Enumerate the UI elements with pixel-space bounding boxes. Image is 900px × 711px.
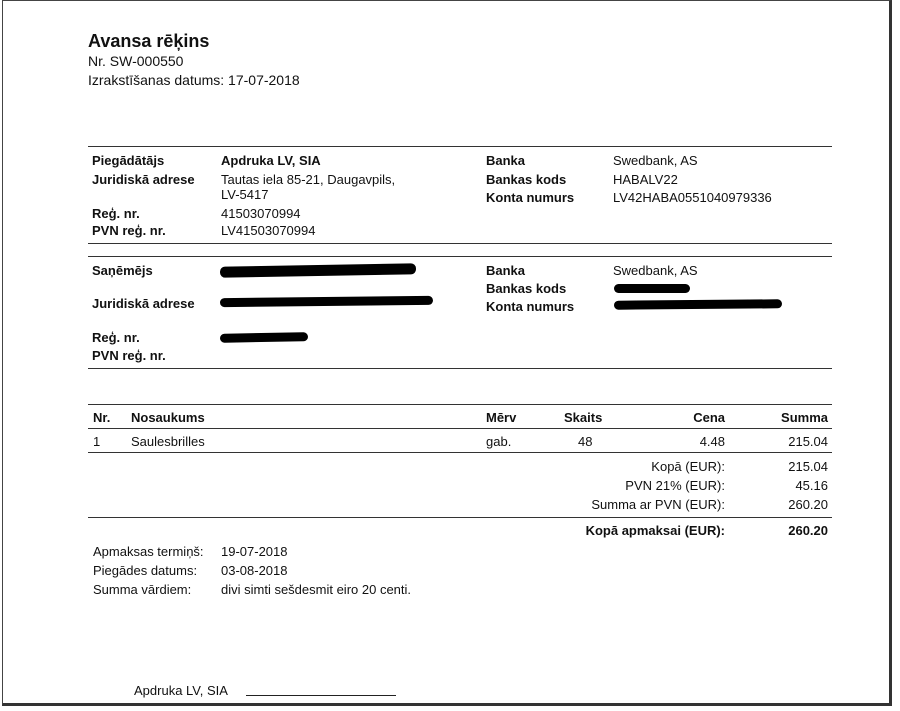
recipient-bank-value: Swedbank, AS [613,263,698,278]
col-header-price: Cena [693,410,725,425]
vat-label: PVN 21% (EUR): [625,478,725,493]
total-with-vat-value: 260.20 [788,497,828,512]
total-with-vat-label: Summa ar PVN (EUR): [591,497,725,512]
row-qty: 48 [578,434,593,449]
issue-date: Izrakstīšanas datums: 17-07-2018 [88,72,300,88]
supplier-address-line2: LV-5417 [221,187,269,202]
divider [88,517,832,518]
recipient-reg-label: Reģ. nr. [92,330,140,345]
recipient-bank-label: Banka [486,263,526,278]
redacted-recipient-reg [220,332,308,343]
row-price: 4.48 [699,434,725,449]
grand-total-label: Kopā apmaksai (EUR): [585,523,725,538]
col-header-sum: Summa [781,410,828,425]
supplier-address-label: Juridiskā adrese [92,172,195,187]
supplier-account-value: LV42HABA0551040979336 [613,190,772,205]
col-header-nr: Nr. [93,410,111,425]
row-unit: gab. [486,434,512,449]
divider [88,256,832,257]
divider [88,243,832,244]
supplier-vat-value: LV41503070994 [221,223,316,238]
supplier-name: Apdruka LV, SIA [221,153,321,168]
divider [88,368,832,369]
redacted-recipient-name [220,263,416,277]
divider [88,404,832,405]
redacted-recipient-address [220,296,433,307]
redacted-recipient-account [614,299,782,309]
supplier-account-label: Konta numurs [486,190,575,205]
supplier-bank-code-value: HABALV22 [613,172,678,187]
recipient-bank-code-label: Bankas kods [486,281,567,296]
row-sum: 215.04 [788,434,828,449]
supplier-reg-label: Reģ. nr. [92,206,140,221]
delivery-date-value: 03-08-2018 [221,563,288,578]
sum-in-words-label: Summa vārdiem: [93,582,192,597]
recipient-address-label: Juridiskā adrese [92,296,195,311]
divider [88,428,832,429]
supplier-vat-label: PVN reģ. nr. [92,223,166,238]
supplier-address-line1: Tautas iela 85-21, Daugavpils, [221,172,396,187]
invoice-page [2,0,892,706]
recipient-account-label: Konta numurs [486,299,575,314]
document-title: Avansa rēķins [88,31,210,51]
recipient-label: Saņēmējs [92,263,153,278]
recipient-vat-label: PVN reģ. nr. [92,348,166,363]
supplier-bank-code-label: Bankas kods [486,172,567,187]
document-number: Nr. SW-000550 [88,53,184,69]
payment-due-value: 19-07-2018 [221,544,288,559]
divider [88,452,832,453]
signature-company: Apdruka LV, SIA [134,683,228,698]
col-header-qty: Skaits [564,410,603,425]
row-nr: 1 [93,434,101,449]
signature-line [246,695,396,696]
divider [88,146,832,147]
row-name: Saulesbrilles [131,434,205,449]
supplier-bank-label: Banka [486,153,526,168]
grand-total-value: 260.20 [788,523,828,538]
supplier-reg-value: 41503070994 [221,206,301,221]
delivery-date-label: Piegādes datums: [93,563,198,578]
sum-in-words-value: divi simti sešdesmit eiro 20 centi. [221,582,412,597]
redacted-recipient-bank-code [614,284,690,293]
supplier-label: Piegādātājs [92,153,165,168]
col-header-name: Nosaukums [131,410,205,425]
subtotal-label: Kopā (EUR): [651,459,725,474]
payment-due-label: Apmaksas termiņš: [93,544,204,559]
vat-value: 45.16 [795,478,828,493]
col-header-unit: Mērv [486,410,517,425]
supplier-bank-value: Swedbank, AS [613,153,698,168]
subtotal-value: 215.04 [788,459,828,474]
